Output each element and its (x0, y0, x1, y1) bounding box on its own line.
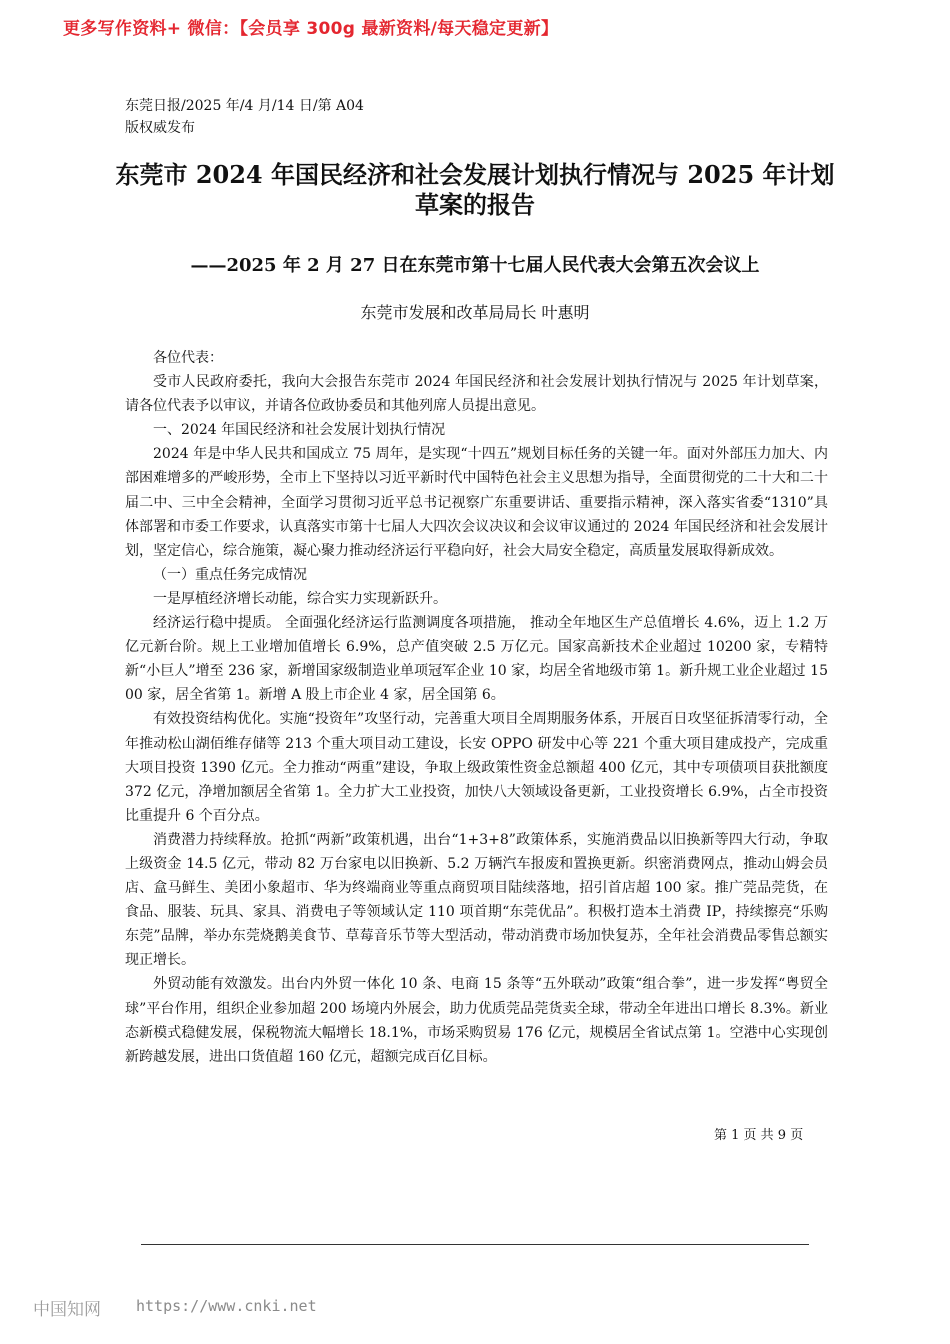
paragraph: 外贸动能有效激发。出台内外贸一体化 10 条、电商 15 条等“五外联动”政策“组合拳”，进一步发挥“粤贸全球”平台作用，组织企业参加超 200 场境内外展会，助力优质莞品莞货卖全球，带动全年进出口增长 8.3%。新业态新模式稳健发展，保税物流大幅增长 18.1%，市场采购贸易 176 亿元，规模居全省试点第 1。空港中心实现创新跨越发展，进出口货值超 160 亿元，超额完成百亿目标。 (125, 976, 828, 1065)
paragraph: 受市人民政府委托，我向大会报告东莞市 2024 年国民经济和社会发展计划执行情况与 2025 年计划草案，请各位代表予以审议，并请各位政协委员和其他列席人员提出意见。 (125, 374, 828, 415)
paragraph: 经济运行稳中提质。 全面强化经济运行监测调度各项措施， 推动全年地区生产总值增长 4.6%，迈上 1.2 万亿元新台阶。规上工业增加值增长 6.9%，总产值突破 2.5 万亿元。国家高新技术企业超过 10200 家，专精特新“小巨人”增至 236 家，新增国家级制造业单项冠军企业 10 家，均居全省地级市第 1。新升规工业企业超过 1500 家，居全省第 1。新增 A 股上市企业 4 家，居全国第 6。 (125, 615, 828, 704)
paragraph: 各位代表： (153, 350, 223, 366)
paragraph: 有效投资结构优化。实施“投资年”攻坚行动，完善重大项目全周期服务体系，开展百日攻坚征拆清零行动，全年推动松山湖佰维存储等 213 个重大项目动工建设，长安 OPPO 研发中心等 221 个重大项目建成投产，完成重大项目投资 1390 亿元。全力推动“两重”建设，争取上级政策性资金总额超 400 亿元，其中专项债项目获批额度 372 亿元，净增加额居全省第 1。全力扩大工业投资，加快八大领域设备更新，工业投资增长 6.9%，占全市投资比重提升 6 个百分点。 (125, 711, 828, 824)
footer-divider (141, 1244, 809, 1245)
document-author: 东莞市发展和改革局局长 叶惠明 (360, 303, 590, 322)
document-body (125, 346, 828, 1069)
page-number: 第 1 页 共 9 页 (714, 1128, 804, 1143)
paragraph: 消费潜力持续释放。抢抓“两新”政策机遇，出台“1+3+8”政策体系，实施消费品以旧换新等四大行动，争取上级资金 14.5 亿元，带动 82 万台家电以旧换新、5.2 万辆汽车报废和置换更新。织密消费网点，推动山姆会员店、盒马鲜生、美团小象超市、华为终端商业等重点商贸项目陆续落地，招引首店超 100 家。推广莞品莞货，在食品、服装、玩具、家具、消费电子等领域认定 110 项首期“东莞优品”。积极打造本土消费 IP，持续擦亮“乐购东莞”品牌，举办东莞烧鹅美食节、草莓音乐节等大型活动，带动消费市场加快复苏，全年社会消费品零售总额实现正增长。 (125, 831, 828, 969)
cnki-logo: 中国知网 (33, 1300, 101, 1320)
source-line: 版权威发布 (125, 120, 195, 136)
promo-banner: 更多写作资料+ 微信：【会员享 300g 最新资料/每天稳定更新】 (63, 19, 559, 39)
paragraph: 一是厚植经济增长动能，综合实力实现新跃升。 (153, 590, 447, 607)
source-line: 东莞日报/2025 年/4 月/14 日/第 A04 (125, 98, 364, 114)
footer-url[interactable]: https://www.cnki.net (136, 1297, 317, 1315)
source-info (125, 95, 364, 139)
subsection-heading: （一）重点任务完成情况 (153, 566, 307, 583)
paragraph: 2024 年是中华人民共和国成立 75 周年，是实现“十四五”规划目标任务的关键一年。面对外部压力加大、内部困难增多的严峻形势，全市上下坚持以习近平新时代中国特色社会主义思想为指导，全面贯彻党的二十大和二十届二中、三中全会精神，全面学习贯彻习近平总书记视察广东重要讲话、重要指示精神，深入落实省委“1310”具体部署和市委工作要求，认真落实市第十七届人大四次会议决议和会议审议通过的 2024 年国民经济和社会发展计划，坚定信心，综合施策，凝心聚力推动经济运行平稳向好，社会大局安全稳定，高质量发展取得新成效。 (125, 446, 828, 559)
section-heading: 一、2024 年国民经济和社会发展计划执行情况 (153, 422, 446, 439)
document-title: 东莞市 2024 年国民经济和社会发展计划执行情况与 2025 年计划草案的报告 (115, 160, 835, 219)
document-subtitle: ——2025 年 2 月 27 日在东莞市第十七届人民代表大会第五次会议上 (190, 255, 760, 276)
